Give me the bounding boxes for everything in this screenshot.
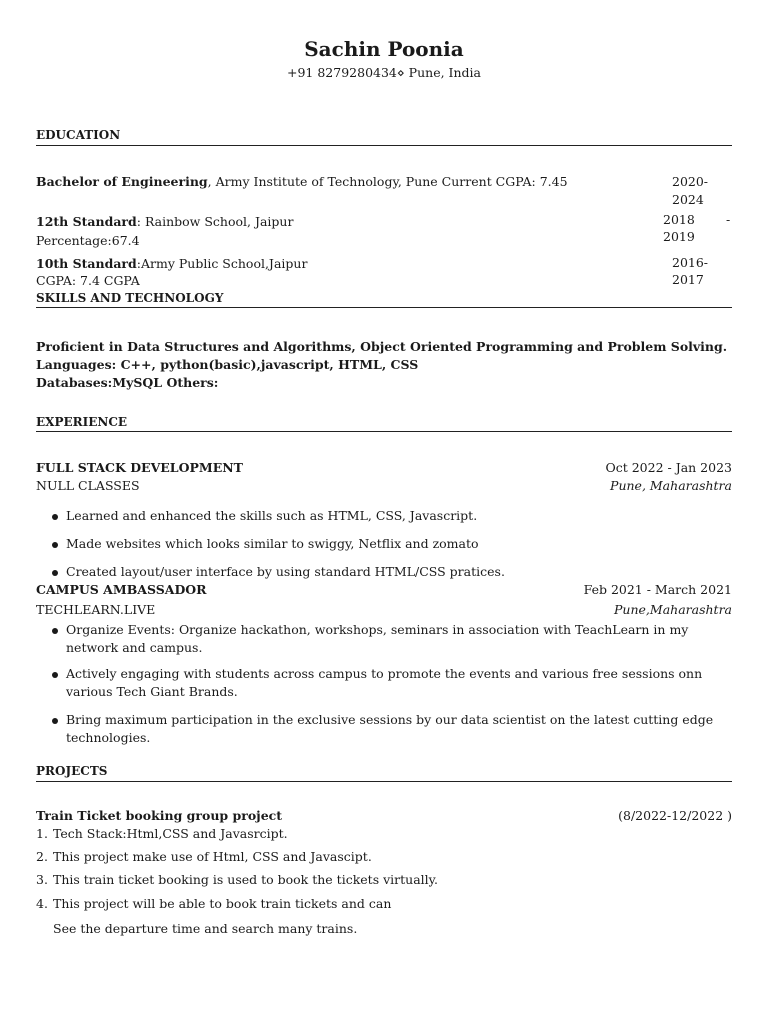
job-dates: Oct 2022 - Jan 2023: [605, 460, 732, 475]
job-dates: Feb 2021 - March 2021: [583, 582, 732, 597]
job-organization: TECHLEARN.LIVE: [36, 602, 156, 617]
list-item: Actively engaging with students across campus to promote the events and various free sessions onn various Tech Giant Brands.: [66, 666, 703, 699]
section-heading-experience: EXPERIENCE: [36, 415, 128, 429]
skills-line-1: Proficient in Data Structures and Algorithms, Object Oriented Programming and Problem Solving.: [36, 339, 728, 354]
education-extra-3: CGPA: 7.4 CGPA: [36, 273, 140, 288]
education-years-2: 2018: [663, 212, 695, 227]
degree-name: 12th Standard: [36, 214, 137, 229]
education-extra-2: Percentage:67.4: [36, 233, 140, 248]
degree-name: 10th Standard: [36, 256, 137, 271]
bullet-icon: [52, 570, 58, 576]
list-number: 3.: [36, 872, 48, 887]
section-heading-projects: PROJECTS: [36, 764, 108, 778]
education-years-3b: 2017: [672, 272, 704, 287]
job-organization: NULL CLASSES: [36, 478, 140, 493]
list-number: 1.: [36, 826, 48, 841]
list-number: 2.: [36, 849, 48, 864]
list-number: 4.: [36, 896, 48, 911]
section-rule: [36, 781, 732, 782]
education-years-3: 2016-: [672, 255, 709, 270]
education-years-2-dash: -: [726, 212, 731, 227]
project-dates: (8/2022-12/2022 ): [618, 808, 732, 823]
bullet-icon: [52, 514, 58, 520]
bullet-icon: [52, 542, 58, 548]
education-entry-3: [36, 256, 307, 271]
list-item: Created layout/user interface by using standard HTML/CSS pratices.: [66, 564, 505, 579]
degree-detail: , Army Institute of Technology, Pune Current CGPA: 7.45: [207, 174, 568, 189]
skills-line-2: Languages: C++, python(basic),javascript, HTML, CSS: [36, 357, 419, 372]
job-location: Pune, Maharashtra: [610, 478, 732, 493]
education-years-1b: 2024: [672, 192, 704, 207]
section-rule: [36, 307, 732, 308]
section-heading-education: EDUCATION: [36, 128, 121, 142]
education-years-2b: 2019: [663, 229, 695, 244]
list-item: Learned and enhanced the skills such as HTML, CSS, Javascript.: [66, 508, 478, 523]
list-item: Bring maximum participation in the exclusive sessions by our data scientist on the latest cutting edge technologies.: [66, 712, 714, 745]
contact-line: +91 8279280434⋄ Pune, India: [287, 65, 481, 80]
skills-line-3: Databases:MySQL Others:: [36, 375, 219, 390]
list-item: Made websites which looks similar to swiggy, Netflix and zomato: [66, 536, 479, 551]
list-item-continuation: See the departure time and search many trains.: [53, 921, 358, 936]
project-title: Train Ticket booking group project: [36, 808, 283, 823]
section-heading-skills: SKILLS AND TECHNOLOGY: [36, 291, 224, 305]
education-entry-2: [36, 214, 293, 229]
resume-name: Sachin Poonia: [304, 37, 464, 61]
bullet-icon: [52, 628, 58, 634]
list-item: Tech Stack:Html,CSS and Javasrcipt.: [53, 826, 288, 841]
list-item: This project make use of Html, CSS and Javascipt.: [53, 849, 372, 864]
bullet-icon: [52, 718, 58, 724]
job-title: CAMPUS AMBASSADOR: [36, 582, 207, 597]
section-rule: [36, 431, 732, 432]
education-years-1: 2020-: [672, 174, 709, 189]
list-item: This project will be able to book train tickets and can: [53, 896, 392, 911]
list-item: This train ticket booking is used to book the tickets virtually.: [53, 872, 439, 887]
bullet-icon: [52, 672, 58, 678]
degree-detail: : Rainbow School, Jaipur: [136, 214, 294, 229]
degree-name: Bachelor of Engineering: [36, 174, 208, 189]
education-entry-1: [36, 174, 568, 189]
section-rule: [36, 145, 732, 146]
list-item: Organize Events: Organize hackathon, workshops, seminars in association with TeachLearn in my network and campus.: [66, 622, 689, 655]
job-location: Pune,Maharashtra: [614, 602, 732, 617]
job-title: FULL STACK DEVELOPMENT: [36, 460, 243, 475]
degree-detail: :Army Public School,Jaipur: [136, 256, 308, 271]
